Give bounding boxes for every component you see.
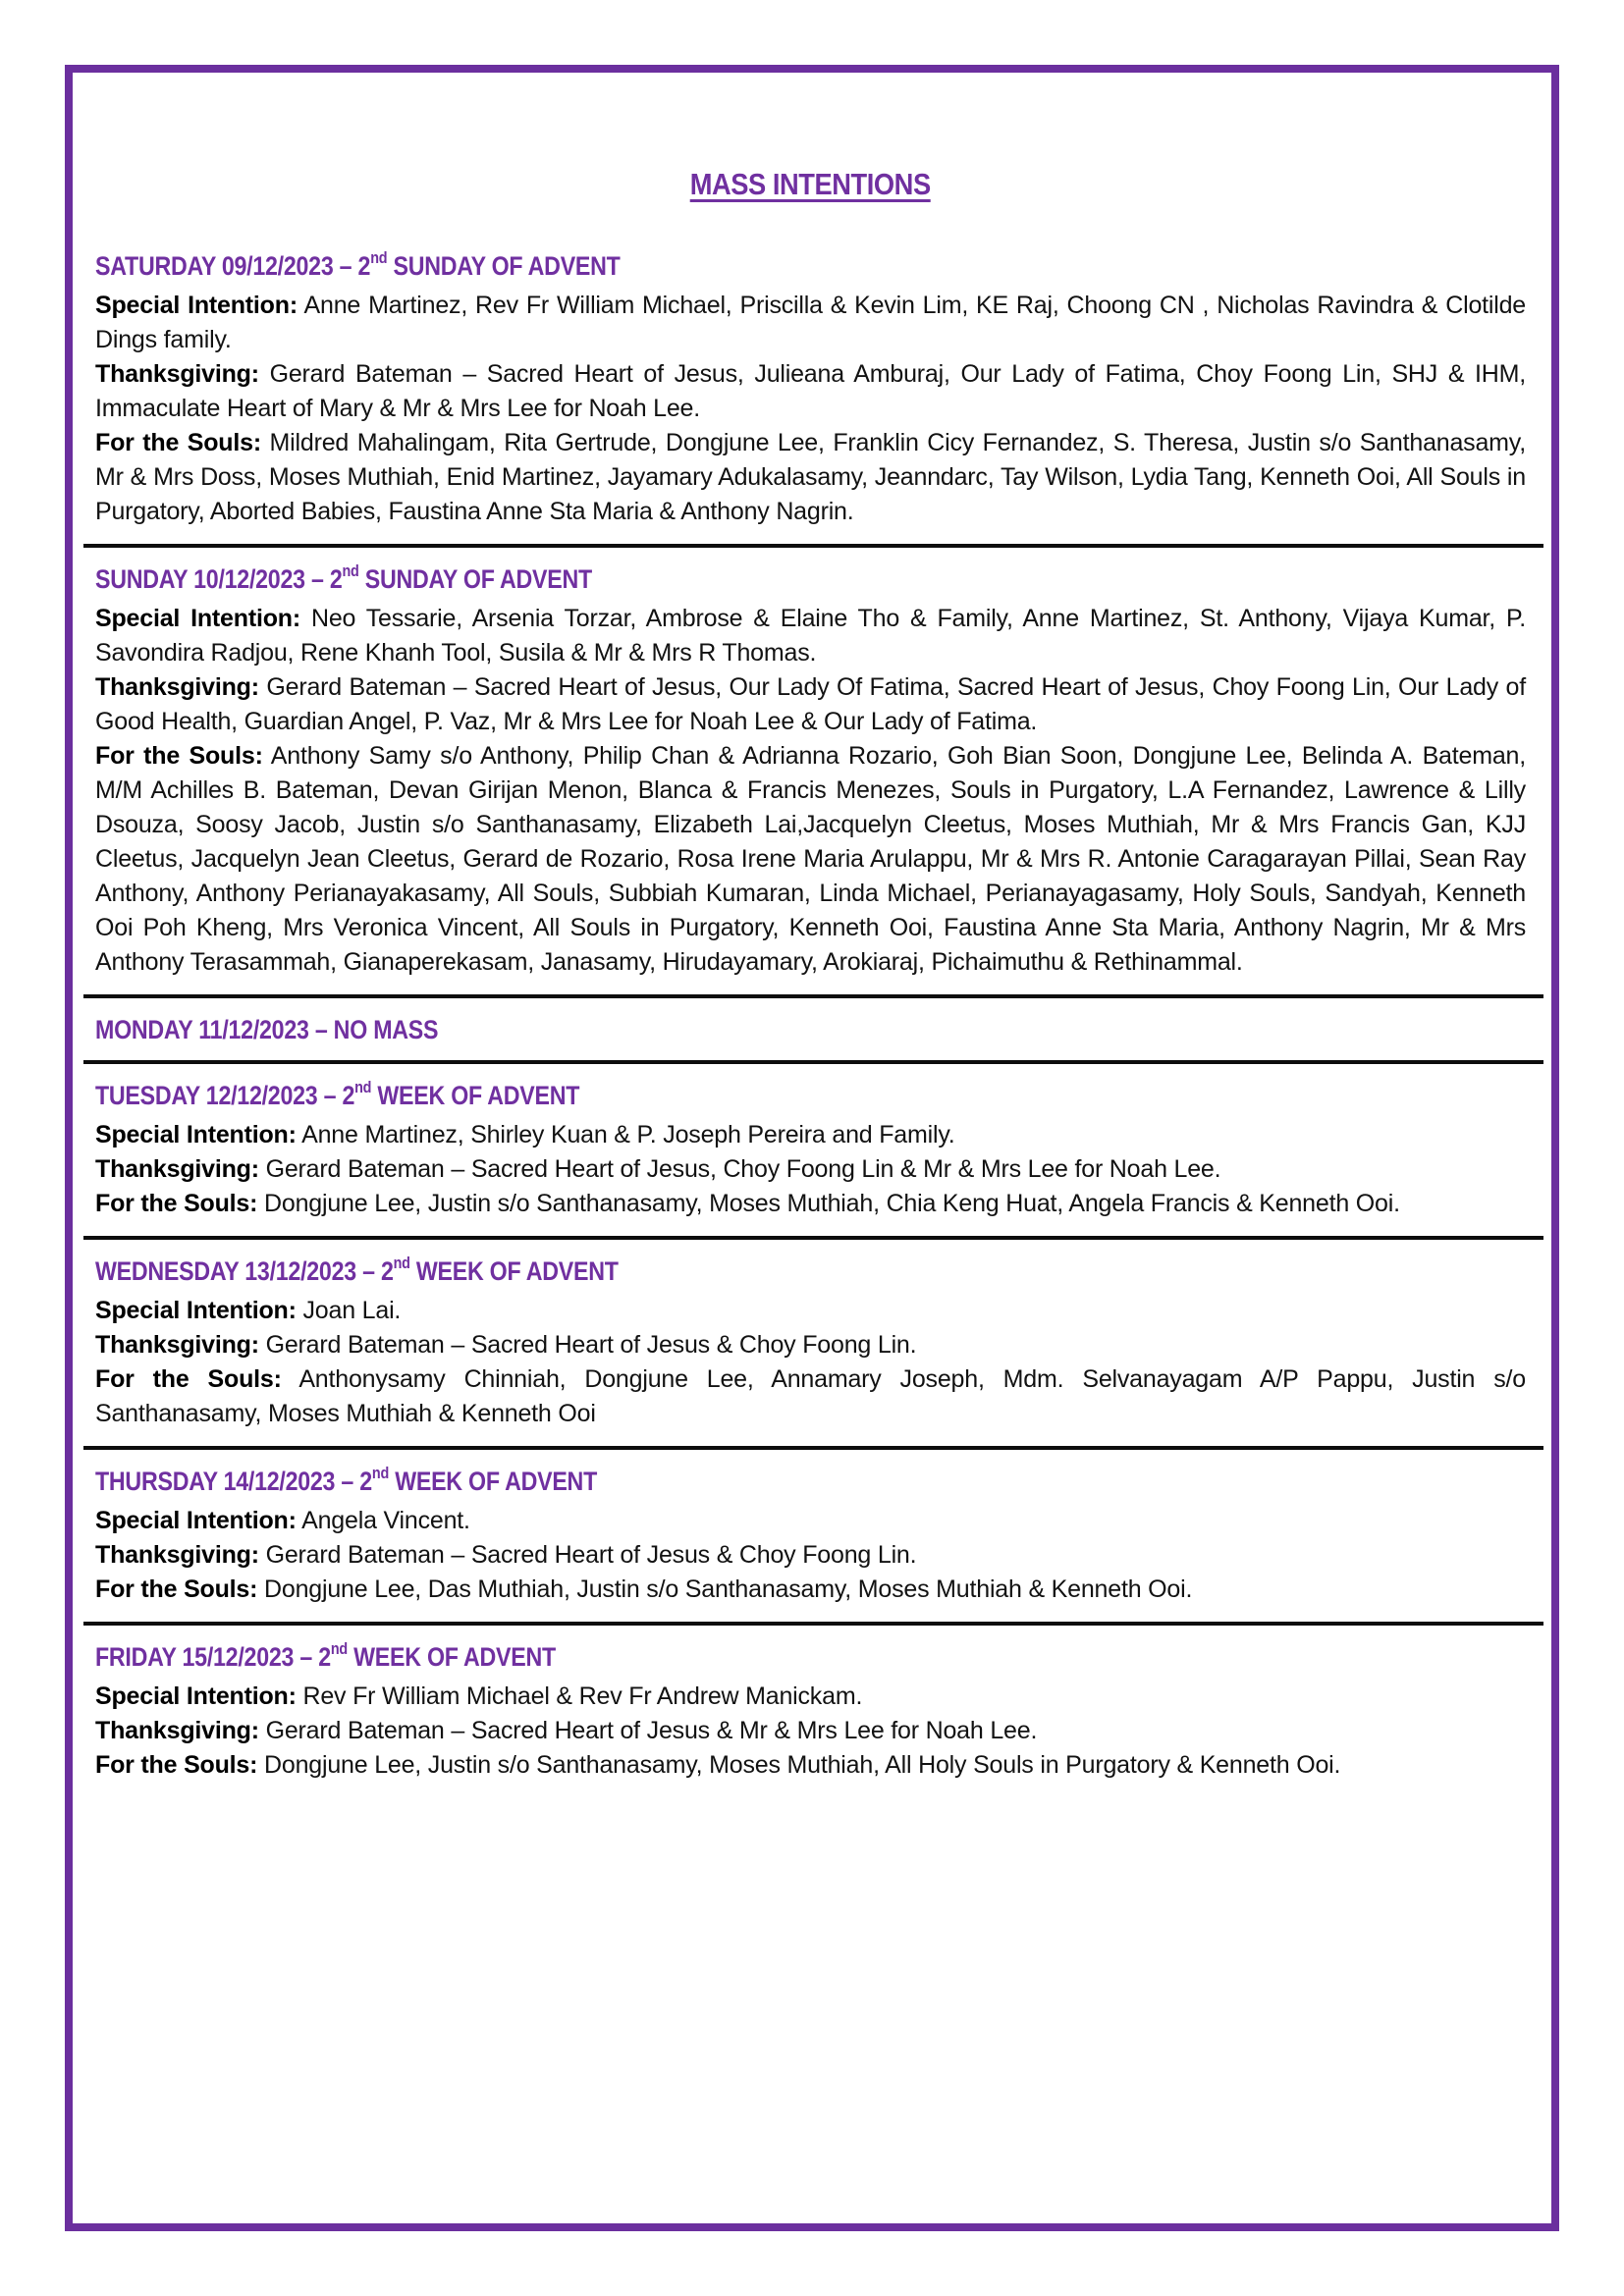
day-header-text: WEEK OF ADVENT [371, 1081, 580, 1110]
ordinal-suffix: nd [371, 1464, 389, 1483]
entry-text: Mildred Mahalingam, Rita Gertrude, Dongjune Lee, Franklin Cicy Fernandez, S. Theresa, Justin s/o Santhanasamy, Mr & Mrs Doss, Moses Muthiah, Enid Martinez, Jayamary Adukalasamy, Jeanndarc, Tay Wilson, Lydia Tang, Kenneth Ooi, All Souls in Purgatory, Aborted Babies, Faustina Anne Sta Maria & Anthony Nagrin. [95, 429, 1526, 525]
special-intention-entry [95, 289, 1526, 357]
day-header-text: SUNDAY OF ADVENT [387, 251, 621, 281]
day-header-text: TUESDAY 12/12/2023 – 2 [95, 1081, 355, 1110]
entry-label: Special Intention: [95, 292, 298, 319]
day-header-text: WEEK OF ADVENT [409, 1256, 619, 1286]
section-divider [83, 994, 1543, 998]
entry-text: Gerard Bateman – Sacred Heart of Jesus, Choy Foong Lin & Mr & Mrs Lee for Noah Lee. [265, 1155, 1221, 1183]
entry-text: Dongjune Lee, Justin s/o Santhanasamy, Moses Muthiah, Chia Keng Huat, Angela Francis & Kenneth Ooi. [264, 1190, 1400, 1217]
thanksgiving-entry [95, 1538, 1526, 1573]
page-title [95, 167, 1526, 202]
day-header-text: WEEK OF ADVENT [347, 1642, 556, 1672]
thanksgiving-entry [95, 670, 1526, 739]
entry-label: Special Intention: [95, 605, 300, 632]
day-header-text: WEEK OF ADVENT [388, 1467, 598, 1496]
sections-container [95, 248, 1527, 1783]
day-header [95, 1256, 1326, 1287]
entry-text: Angela Vincent. [301, 1507, 470, 1534]
entry-label: Thanksgiving: [95, 1155, 259, 1183]
ordinal-suffix: nd [393, 1254, 410, 1273]
entry-label: Special Intention: [95, 1297, 297, 1324]
section-divider [83, 1446, 1543, 1450]
entry-text: Rev Fr William Michael & Rev Fr Andrew Manickam. [302, 1682, 863, 1710]
day-header-text: SATURDAY 09/12/2023 – 2 [95, 251, 371, 281]
entry-text: Dongjune Lee, Das Muthiah, Justin s/o Santhanasamy, Moses Muthiah & Kenneth Ooi. [264, 1575, 1193, 1603]
section-monday [95, 1015, 1526, 1045]
section-divider [83, 544, 1543, 548]
special-intention-entry [95, 1118, 1526, 1152]
entry-label: Thanksgiving: [95, 673, 259, 701]
day-header [95, 1639, 1326, 1673]
section-friday [95, 1639, 1526, 1783]
thanksgiving-entry [95, 1152, 1526, 1187]
entry-text: Anne Martinez, Rev Fr William Michael, Priscilla & Kevin Lim, KE Raj, Choong CN , Nicholas Ravindra & Clotilde Dings family. [95, 292, 1527, 353]
for-the-souls-entry [95, 1573, 1526, 1607]
section-wednesday [95, 1256, 1526, 1431]
entry-text: Anne Martinez, Shirley Kuan & P. Joseph Pereira and Family. [301, 1121, 955, 1148]
section-sunday [95, 561, 1527, 980]
section-tuesday [95, 1078, 1526, 1221]
entry-text: Joan Lai. [302, 1297, 402, 1324]
for-the-souls-entry [95, 1362, 1526, 1431]
entry-label: For the Souls: [95, 1190, 258, 1217]
ordinal-suffix: nd [342, 561, 359, 581]
entry-label: For the Souls: [95, 1751, 258, 1779]
entry-label: For the Souls: [95, 1575, 258, 1603]
special-intention-entry [95, 1680, 1526, 1714]
section-divider [83, 1622, 1543, 1626]
for-the-souls-entry [95, 426, 1526, 529]
day-header [95, 561, 1326, 595]
thanksgiving-entry [95, 357, 1526, 426]
page-title-text: MASS INTENTIONS [690, 167, 931, 201]
day-header [95, 1464, 1326, 1497]
ordinal-suffix: nd [370, 248, 388, 268]
thanksgiving-entry [95, 1328, 1526, 1362]
day-header [95, 1015, 1326, 1045]
day-header-text: THURSDAY 14/12/2023 – 2 [95, 1467, 372, 1496]
entry-text: Anthony Samy s/o Anthony, Philip Chan & Adrianna Rozario, Goh Bian Soon, Dongjune Lee, Belinda A. Bateman, M/M Achilles B. Bateman, Devan Girijan Menon, Blanca & Francis Menezes, Souls in Purgatory, L.A Fernandez, Lawrence & Lilly Dsouza, Soosy Jacob, Justin s/o Santhanasamy, Elizabeth Lai,Jacquelyn Cleetus, Moses Muthiah, Mr & Mrs Francis Gan, KJJ Cleetus, Jacquelyn Jean Cleetus, Gerard de Rozario, Rosa Irene Maria Arulappu, Mr & Mrs R. Antonie Caragarayan Pillai, Sean Ray Anthony, Anthony Perianayakasamy, All Souls, Subbiah Kumaran, Linda Michael, Perianayagasamy, Holy Souls, Sandyah, Kenneth Ooi Poh Kheng, Mrs Veronica Vincent, All Souls in Purgatory, Kenneth Ooi, Faustina Anne Sta Maria, Anthony Nagrin, Mr & Mrs Anthony Terasammah, Gianaperekasam, Janasamy, Hirudayamary, Arokiaraj, Pichaimuthu & Rethinammal. [95, 742, 1526, 976]
page-border [65, 65, 1559, 2231]
ordinal-suffix: nd [354, 1078, 372, 1097]
entry-label: Thanksgiving: [95, 1717, 259, 1744]
entry-text: Dongjune Lee, Justin s/o Santhanasamy, Moses Muthiah, All Holy Souls in Purgatory & Kenneth Ooi. [264, 1751, 1341, 1779]
entry-label: For the Souls: [95, 429, 261, 456]
entry-label: Thanksgiving: [95, 360, 259, 388]
entry-text: Gerard Bateman – Sacred Heart of Jesus, Our Lady Of Fatima, Sacred Heart of Jesus, Choy Foong Lin, Our Lady of Good Health, Guardian Angel, P. Vaz, Mr & Mrs Lee for Noah Lee & Our Lady of Fatima. [95, 673, 1526, 735]
entry-label: Thanksgiving: [95, 1331, 259, 1359]
entry-label: Thanksgiving: [95, 1541, 259, 1569]
entry-label: For the Souls: [95, 1365, 282, 1393]
day-header-text: SUNDAY OF ADVENT [358, 564, 592, 594]
day-header [95, 1078, 1326, 1111]
entry-text: Gerard Bateman – Sacred Heart of Jesus & Mr & Mrs Lee for Noah Lee. [265, 1717, 1038, 1744]
for-the-souls-entry [95, 739, 1526, 980]
section-saturday [95, 248, 1527, 529]
entry-label: Special Intention: [95, 1121, 297, 1148]
section-divider [83, 1236, 1543, 1240]
entry-text: Anthonysamy Chinniah, Dongjune Lee, Annamary Joseph, Mdm. Selvanayagam A/P Pappu, Justin s/o Santhanasamy, Moses Muthiah & Kenneth Ooi [95, 1365, 1526, 1427]
entry-label: Special Intention: [95, 1507, 297, 1534]
day-header-text: FRIDAY 15/12/2023 – 2 [95, 1642, 331, 1672]
for-the-souls-entry [95, 1748, 1526, 1783]
thanksgiving-entry [95, 1714, 1526, 1748]
entry-text: Gerard Bateman – Sacred Heart of Jesus & Choy Foong Lin. [265, 1541, 917, 1569]
entry-text: Gerard Bateman – Sacred Heart of Jesus, Julieana Amburaj, Our Lady of Fatima, Choy Foong Lin, SHJ & IHM, Immaculate Heart of Mary & Mr & Mrs Lee for Noah Lee. [95, 360, 1527, 422]
special-intention-entry [95, 1294, 1526, 1328]
special-intention-entry [95, 1504, 1526, 1538]
section-thursday [95, 1464, 1526, 1607]
section-divider [83, 1060, 1543, 1064]
day-header [95, 248, 1326, 282]
day-header-text: SUNDAY 10/12/2023 – 2 [95, 564, 343, 594]
day-header-text: WEDNESDAY 13/12/2023 – 2 [95, 1256, 394, 1286]
ordinal-suffix: nd [330, 1639, 348, 1659]
day-header-text: MONDAY 11/12/2023 – NO MASS [95, 1015, 439, 1044]
entry-label: Special Intention: [95, 1682, 297, 1710]
entry-label: For the Souls: [95, 742, 263, 770]
special-intention-entry [95, 602, 1526, 670]
entry-text: Gerard Bateman – Sacred Heart of Jesus & Choy Foong Lin. [265, 1331, 917, 1359]
entry-text: Neo Tessarie, Arsenia Torzar, Ambrose & Elaine Tho & Family, Anne Martinez, St. Anthony, Vijaya Kumar, P. Savondira Radjou, Rene Khanh Tool, Susila & Mr & Mrs R Thomas. [95, 605, 1527, 667]
for-the-souls-entry [95, 1187, 1526, 1221]
